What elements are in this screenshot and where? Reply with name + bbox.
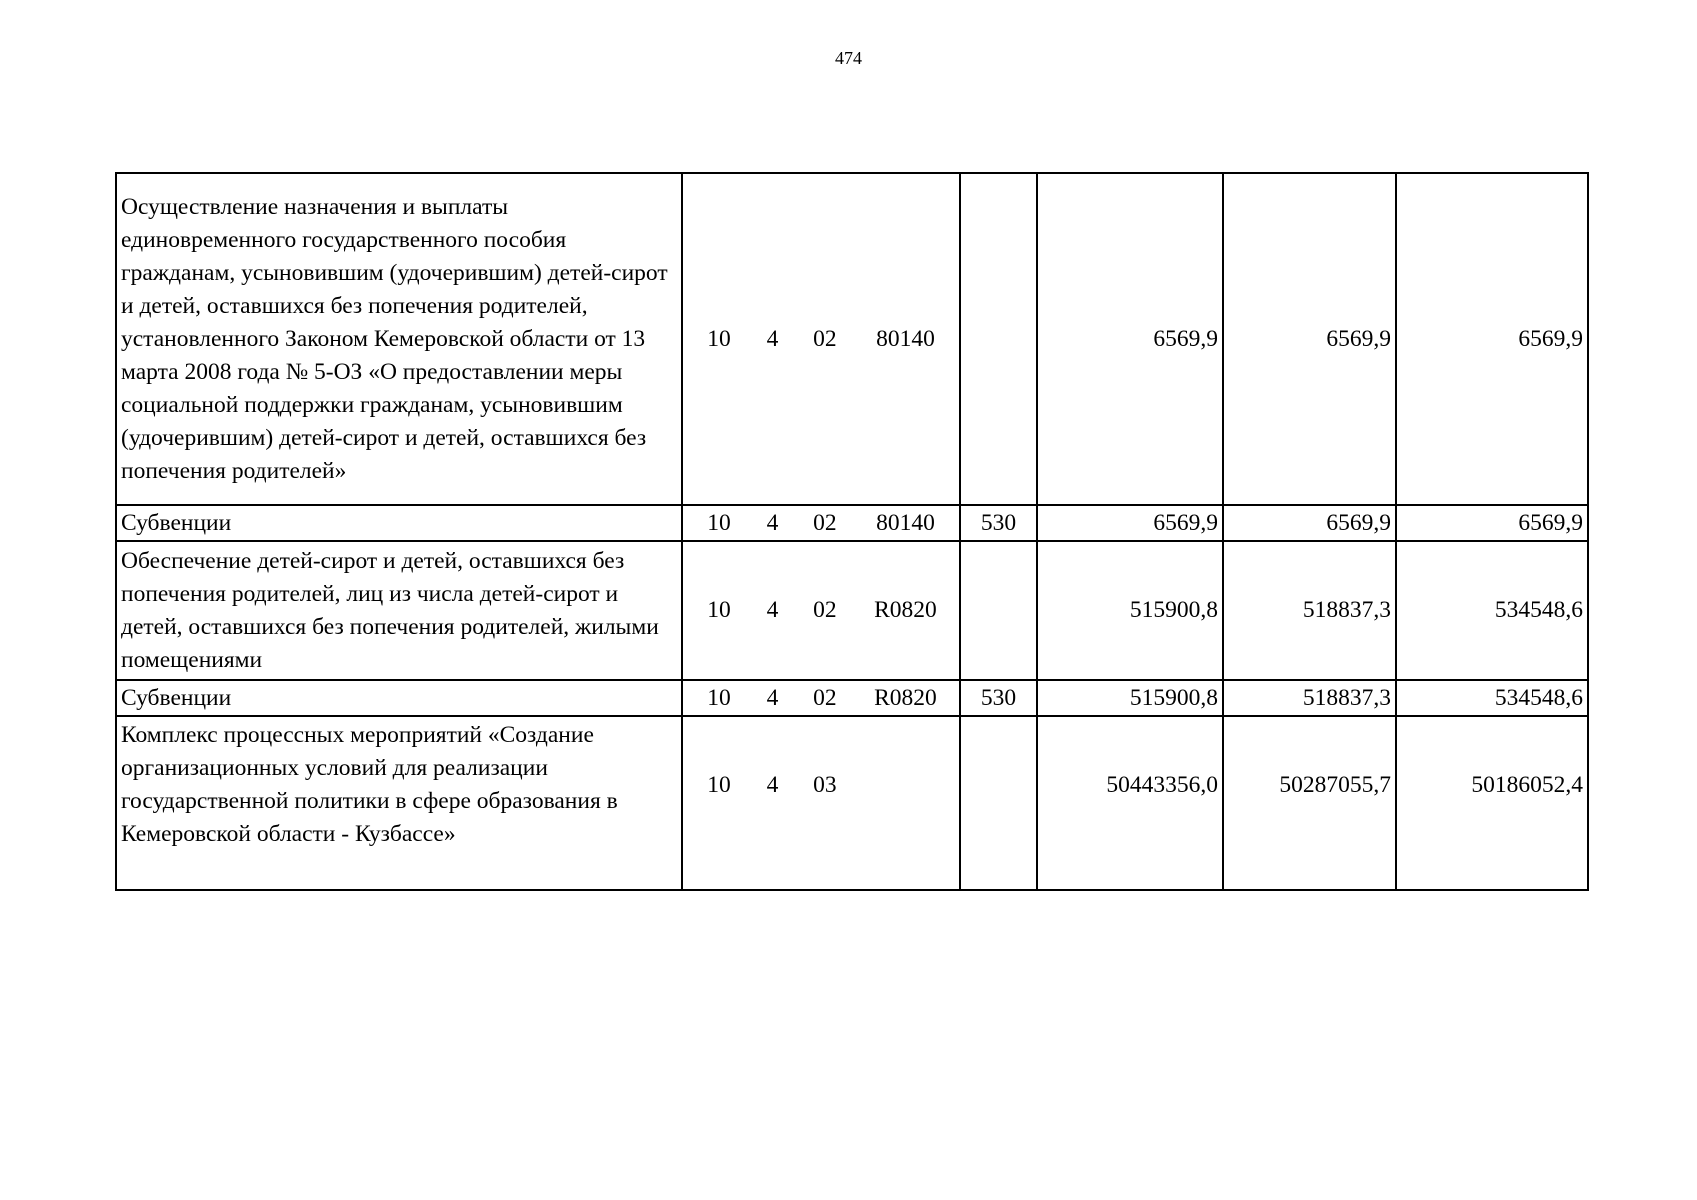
table-row — [116, 541, 1588, 680]
row-description: Осуществление назначения и выплаты единовременного государственного пособия гражданам, усыновившим (удочерившим) детей-сирот и детей, оставшихся без попечения родителей, установленного Законом Кемеровской области от 13 марта 2008 года № 5-ОЗ «О предоставлении меры социальной поддержки гражданам, усыновившим (удочерившим) детей-сирот и детей, оставшихся без попечения родителей» — [116, 173, 682, 505]
table-row — [116, 716, 1588, 890]
value-year-3: 6569,9 — [1396, 173, 1588, 505]
value-year-1: 6569,9 — [1037, 173, 1223, 505]
subprogram-code: 02 — [813, 597, 837, 623]
subprogram-code: 03 — [813, 771, 837, 798]
row-codes — [682, 716, 960, 890]
direction-code: 80140 — [876, 509, 935, 536]
section-code: 10 — [707, 771, 731, 798]
value-year-1: 515900,8 — [1037, 541, 1223, 680]
row-codes — [682, 173, 960, 505]
subprogram-code: 02 — [813, 325, 837, 352]
direction-code: R0820 — [874, 597, 937, 623]
value-year-3: 534548,6 — [1396, 680, 1588, 716]
value-year-2: 518837,3 — [1223, 680, 1396, 716]
expense-type-code: 530 — [960, 505, 1037, 541]
section-code: 10 — [707, 684, 731, 711]
row-codes — [682, 541, 960, 680]
row-description: Обеспечение детей-сирот и детей, оставшихся без попечения родителей, лиц из числа детей-сирот и детей, оставшихся без попечения родителей, жилыми помещениями — [116, 541, 682, 680]
program-code: 4 — [766, 597, 779, 623]
value-year-2: 6569,9 — [1223, 505, 1396, 541]
direction-code: R0820 — [874, 684, 937, 711]
value-year-2: 6569,9 — [1223, 173, 1396, 505]
page-number-text: 474 — [835, 48, 862, 68]
budget-table — [115, 172, 1589, 891]
expense-type-code: 530 — [960, 680, 1037, 716]
section-code: 10 — [707, 325, 731, 352]
row-description: Комплекс процессных мероприятий «Создание организационных условий для реализации государственной политики в сфере образования в Кемеровской области - Кузбассе» — [116, 716, 682, 890]
value-year-3: 534548,6 — [1396, 541, 1588, 680]
value-year-1: 515900,8 — [1037, 680, 1223, 716]
value-year-3: 50186052,4 — [1396, 716, 1588, 890]
value-year-3: 6569,9 — [1396, 505, 1588, 541]
value-year-2: 518837,3 — [1223, 541, 1396, 680]
expense-type-code — [960, 541, 1037, 680]
direction-code: 80140 — [876, 325, 935, 352]
program-code: 4 — [766, 325, 779, 352]
value-year-1: 6569,9 — [1037, 505, 1223, 541]
expense-type-code — [960, 173, 1037, 505]
value-year-2: 50287055,7 — [1223, 716, 1396, 890]
section-code: 10 — [707, 597, 731, 623]
subprogram-code: 02 — [813, 509, 837, 536]
program-code: 4 — [766, 771, 779, 798]
value-year-1: 50443356,0 — [1037, 716, 1223, 890]
expense-type-code — [960, 716, 1037, 890]
program-code: 4 — [766, 684, 779, 711]
row-description: Субвенции — [116, 680, 682, 716]
subprogram-code: 02 — [813, 684, 837, 711]
table-row — [116, 505, 1588, 541]
row-codes — [682, 505, 960, 541]
row-description: Субвенции — [116, 505, 682, 541]
section-code: 10 — [707, 509, 731, 536]
program-code: 4 — [766, 509, 779, 536]
page-number — [0, 48, 1697, 69]
table-row — [116, 173, 1588, 505]
